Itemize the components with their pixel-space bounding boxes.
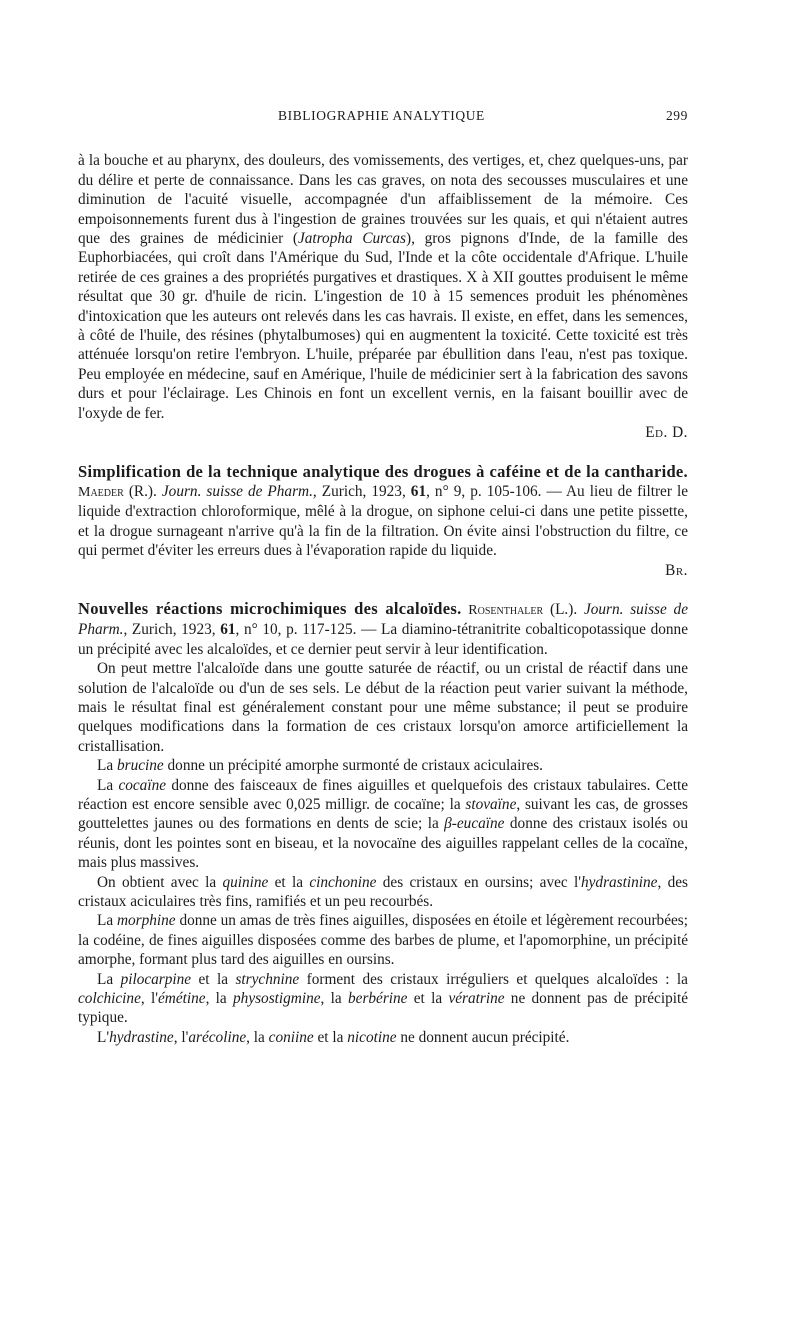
- body-paragraph: [78, 756, 688, 775]
- body-paragraph: [78, 776, 688, 873]
- document-page: [78, 106, 688, 1047]
- article-title: Simplification de la technique analytique des drogues à caféine et de la cantharide.: [78, 461, 688, 481]
- citation: , Zurich, 1923,: [312, 482, 411, 500]
- text-run: La: [97, 970, 121, 988]
- signature: Ed. D.: [645, 424, 688, 442]
- italic-term: Jatropha Curcas: [297, 230, 406, 248]
- article-title: Nouvelles réactions microchimiques des alcaloïdes.: [78, 598, 462, 618]
- alkaloid-name: colchicine: [78, 990, 141, 1008]
- text-run: donne un précipité amorphe surmonté de cristaux aciculaires.: [163, 757, 544, 775]
- volume: 61: [410, 482, 427, 500]
- article-body: — La diamino-tétranitrite cobalticopotassique donne un précipité avec les alcaloïdes, et ce dernier peut servir à leur identification.: [78, 621, 688, 658]
- text-run: donne des cristaux isolés ou réunis, dont les pointes sont en biseau, et la novocaïne des aiguilles rappelant celles de la cocaïne, mais plus massives.: [78, 815, 688, 872]
- running-header: [78, 106, 688, 125]
- alkaloid-name: cocaïne: [118, 776, 167, 794]
- text-run: et la: [313, 1028, 348, 1046]
- alkaloid-name: morphine: [116, 912, 176, 930]
- alkaloid-name: cinchonine: [309, 873, 377, 891]
- body-paragraph: [78, 1028, 688, 1047]
- article-paragraph: [78, 462, 688, 561]
- issue-pages: , n° 10, p. 117-125.: [235, 621, 357, 639]
- article-simplification: [78, 462, 688, 580]
- article-paragraph: [78, 599, 688, 659]
- text-run: , l': [140, 990, 158, 1008]
- text-run: ne donnent pas de précipité typique.: [78, 990, 689, 1027]
- alkaloid-name: hydrastinine: [580, 873, 658, 891]
- journal-name: Journ. suisse de Pharm.: [78, 600, 688, 639]
- body-paragraph: [78, 873, 688, 912]
- alkaloid-name: brucine: [116, 757, 164, 775]
- author-initial: (R.).: [128, 482, 157, 500]
- text-run: et la: [268, 873, 310, 891]
- intro-text: ), gros pignons d'Inde, de la famille des Euphorbiacées, qui croît dans l'Amérique du Sud, l'Inde et la côte occidentale d'Afrique. L'huile retirée de ces graines a des propriétés purgatives et drastiques. X à XII gouttes produisent le même résultat que 30 gr. d'huile de ricin. L'ingestion de 10 à 15 semences produit les phénomènes d'intoxication que les auteurs ont relevés dans les cas havrais. Il existe, en effet, dans les semences, à côté de l'huile, des résines (phytalbumoses) qui en augmentent la toxicité. Cette toxicité est très atténuée lorsqu'on retire l'embryon. L'huile, préparée par ébullition dans l'eau, n'est pas toxique. Peu employée en médecine, sauf en Amérique, l'huile de médicinier sert à la fabrication des savons durs et pour l'éclairage. Les Chinois en font un excellent vernis, en la faisant bouillir avec de l'oxyde de fer.: [78, 230, 689, 422]
- alkaloid-name: hydrastine: [109, 1028, 174, 1046]
- volume: 61: [220, 621, 236, 639]
- signature-line: [78, 561, 688, 580]
- article-body: — Au lieu de filtrer le liquide d'extraction chloroformique, mêlé à la drogue, on siphone celui-ci dans une petite pissette, et la drogue surnageant n'arrive qu'à la fin de la filtration. On évite ainsi l'obstruction du filtre, ce qui permet d'éviter les erreurs dues à l'évaporation rapide du liquide.: [78, 482, 688, 560]
- alkaloid-name: coniine: [268, 1028, 314, 1046]
- alkaloid-name: arécoline: [188, 1028, 247, 1046]
- article-author: Rosenthaler: [468, 602, 544, 618]
- intro-paragraph: [78, 151, 688, 423]
- text-run: et la: [191, 970, 236, 988]
- issue-pages: , n° 9, p. 105-106.: [426, 482, 542, 500]
- text-run: L': [97, 1028, 110, 1046]
- text-run: et la: [407, 990, 449, 1008]
- intro-text: à la bouche et au pharynx, des douleurs, des vomissements, des vertiges, et, chez quelques-uns, par du délire et perte de connaissance. Dans les cas graves, on nota des secousses musculaires et une diminution de l'acuité visuelle, accompagnée d'un affaiblissement de la mémoire. Ces empoisonnements furent dus à l'ingestion de graines trouvées sur les quais, et qui n'étaient autres que des graines de médicinier (: [78, 152, 688, 248]
- article-author: Maeder: [78, 484, 124, 500]
- article-nouvelles-reactions: [78, 599, 688, 1047]
- text-run: On obtient avec la: [97, 873, 223, 891]
- alkaloid-name: physostigmine: [233, 990, 321, 1008]
- body-paragraph: [78, 970, 688, 1028]
- text-run: forment des cristaux irréguliers et quelques alcaloïdes : la: [299, 970, 688, 988]
- alkaloid-name: pilocarpine: [120, 970, 192, 988]
- alkaloid-name: émétine: [157, 990, 206, 1008]
- page-number: 299: [665, 108, 688, 123]
- journal-name: Journ. suisse de Pharm.: [161, 482, 313, 500]
- body-paragraph: On peut mettre l'alcaloïde dans une goutte saturée de réactif, ou un cristal de réactif dans une solution de l'alcaloïde ou d'un de ses sels. Le début de la réaction peut varier suivant la méthode, mais le résultat final est généralement constant pour une même substance; il peut se produire quelques modifications dans la formation de ces cristaux lorsqu'on amorce artificiellement la cristallisation.: [78, 660, 688, 755]
- text-run: La: [97, 757, 117, 775]
- text-run: , des cristaux aciculaires très fins, ramifiés et un peu recourbés.: [78, 873, 688, 911]
- text-run: des cristaux en oursins; avec l': [376, 873, 581, 891]
- alkaloid-name: strychnine: [235, 970, 300, 988]
- signature: Br.: [665, 561, 688, 579]
- alkaloid-name: nicotine: [347, 1028, 397, 1046]
- signature-line: [78, 423, 688, 442]
- alkaloid-name: stovaïne: [465, 796, 517, 813]
- text-run: ne donnent aucun précipité.: [396, 1028, 570, 1046]
- text-run: , l': [173, 1028, 189, 1046]
- text-run: , la: [246, 1028, 269, 1046]
- author-initial: (L.).: [549, 600, 578, 618]
- alkaloid-name: berbérine: [348, 990, 408, 1008]
- citation: , Zurich, 1923,: [123, 621, 221, 639]
- text-run: La: [97, 776, 119, 794]
- text-run: , la: [320, 990, 348, 1008]
- alkaloid-name: β-eucaïne: [444, 815, 505, 833]
- alkaloid-name: vératrine: [448, 990, 505, 1008]
- text-run: La: [97, 912, 117, 930]
- running-title: BIBLIOGRAPHIE ANALYTIQUE: [278, 108, 485, 123]
- text-run: donne des faisceaux de fines aiguilles et quelquefois des cristaux tabulaires. Cette réaction est encore sensible avec 0,025 milligr. de cocaïne; la: [78, 776, 688, 813]
- body-paragraph: [78, 911, 688, 969]
- text-run: , suivant les cas, de grosses gouttelettes jaunes ou des formations en dents de scie; la: [78, 796, 688, 833]
- alkaloid-name: quinine: [222, 873, 269, 891]
- text-run: , la: [205, 990, 234, 1008]
- text-run: donne un amas de très fines aiguilles, disposées en étoile et légèrement recourbées; la codéine, de fines aiguilles disposées comme des barbes de plume, et l'apomorphine, un précipité amorphe, formant plus tard des aiguilles en oursins.: [78, 912, 688, 969]
